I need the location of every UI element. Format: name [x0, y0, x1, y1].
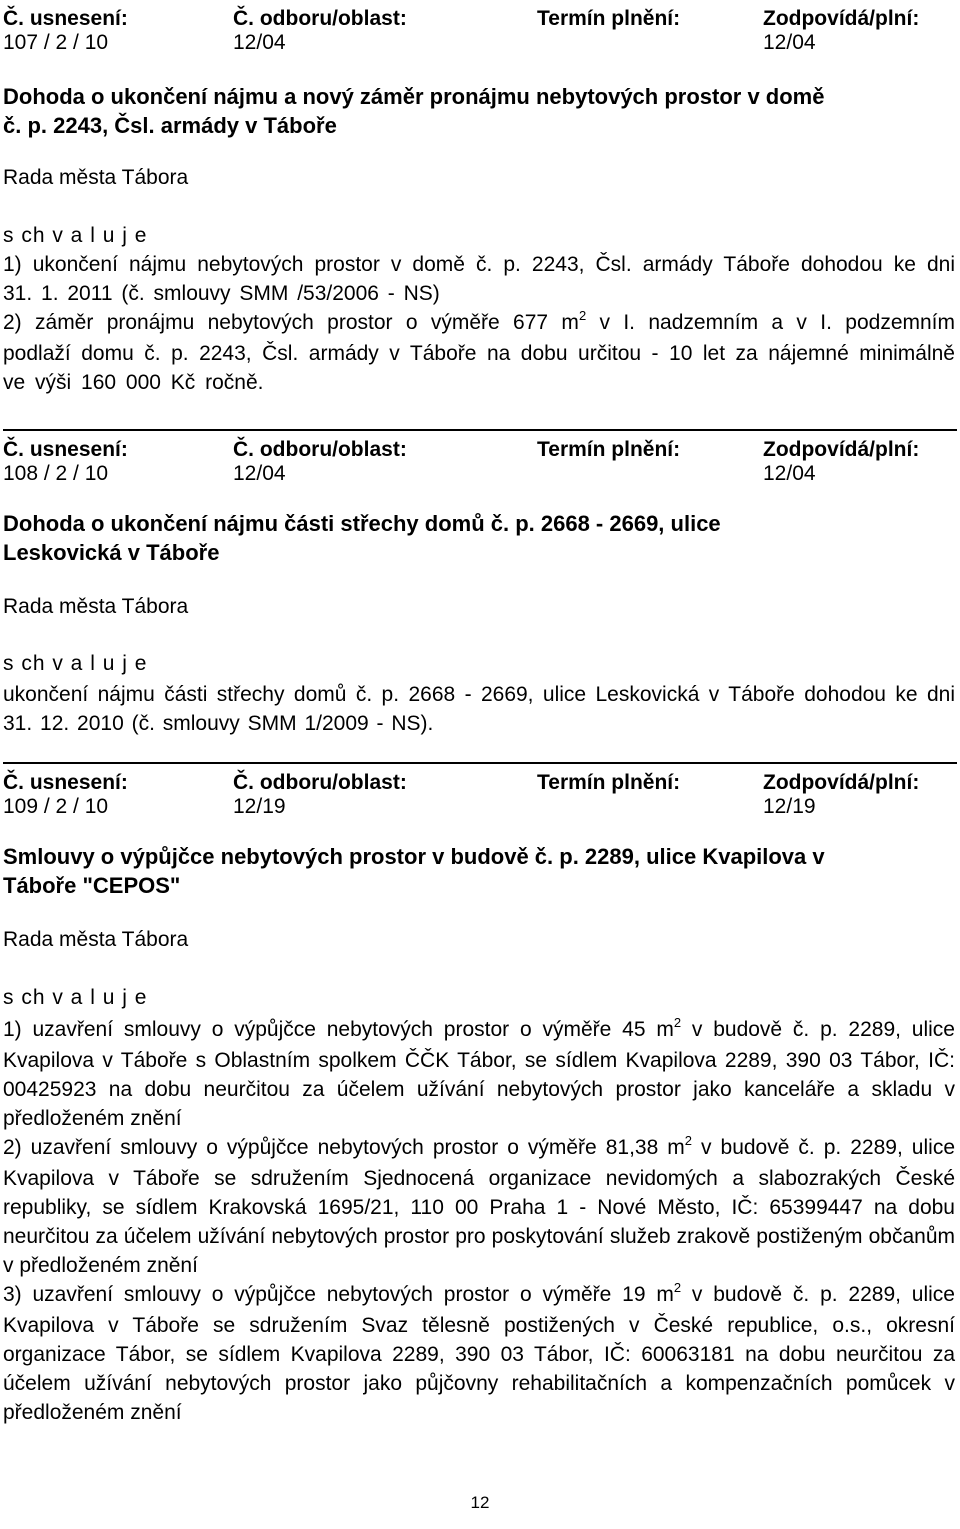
- approves-label: s ch v a l u j e: [3, 652, 148, 675]
- item-1: ukončení nájmu části střechy domů č. p. 2668 - 2669, ulice Leskovická v Táboře dohodou ke dni 31. 12. 2010 (č. smlouvy SMM 1/2009 - NS).: [3, 683, 955, 735]
- label-resolution-no: Č. usnesení:: [3, 771, 128, 794]
- item-3-rest: v budově č. p. 2289, ulice Kvapilova v Táboře se sdružením Svaz tělesně postižených v České republice, o.s., okresní organizace Tábor, se sídlem Kvapilova 2289, 390 03 Tábor, IČ: 60063181 na dobu neurčitou za účelem užívání nebytových prostor jako půjčovny rehabilitačních a kompenzačních pomůcek v předloženém znění: [3, 1283, 955, 1424]
- resolution-number: 109 / 2 / 10: [3, 795, 109, 818]
- resolution-title: [3, 82, 955, 140]
- resolution-body: [3, 680, 955, 738]
- title-line: č. p. 2243, Čsl. armády v Táboře: [3, 113, 337, 138]
- item-1-text: 1) uzavření smlouvy o výpůjčce nebytových prostor o výměře 45 m: [3, 1018, 674, 1041]
- resolution-108: [3, 431, 955, 735]
- title-line: Dohoda o ukončení nájmu a nový záměr pronájmu nebytových prostor v domě: [3, 84, 825, 109]
- label-department: Č. odboru/oblast:: [233, 771, 407, 794]
- item-2-rest: v budově č. p. 2289, ulice Kvapilova v Táboře se sdružením Sjednocená organizace nevidomých a slabozrakých České republiky, se sídlem Krakovská 1695/21, 110 00 Praha 1 - Nové Město, IČ: 65399447 na dobu neurčitou za účelem užívání nebytových prostor pro poskytování služeb zrakově postiženým občanům v předloženém znění: [3, 1136, 955, 1277]
- label-resolution-no: Č. usnesení:: [3, 7, 128, 30]
- resolution-title: [3, 509, 955, 567]
- approves-label: s ch v a l u j e: [3, 986, 148, 1009]
- item-2: [3, 308, 955, 397]
- council-name: Rada města Tábora: [3, 166, 189, 189]
- label-department: Č. odboru/oblast:: [233, 438, 407, 461]
- label-deadline: Termín plnění:: [537, 438, 681, 461]
- department-value: 12/19: [233, 795, 286, 818]
- title-line: Smlouvy o výpůjčce nebytových prostor v budově č. p. 2289, ulice Kvapilova v: [3, 844, 825, 869]
- label-department: Č. odboru/oblast:: [233, 7, 407, 30]
- page-number: 12: [470, 1493, 490, 1512]
- department-value: 12/04: [233, 31, 286, 54]
- responsible-value: 12/04: [763, 31, 816, 54]
- title-line: Táboře "CEPOS": [3, 873, 181, 898]
- label-resolution-no: Č. usnesení:: [3, 438, 128, 461]
- superscript: 2: [673, 1280, 682, 1295]
- item-3: [3, 1280, 955, 1427]
- resolution-title: [3, 842, 955, 900]
- council-name: Rada města Tábora: [3, 595, 189, 618]
- resolution-number: 108 / 2 / 10: [3, 462, 109, 485]
- item-2-text: 2) uzavření smlouvy o výpůjčce nebytových prostor o výměře 81,38 m: [3, 1136, 685, 1159]
- title-line: Leskovická v Táboře: [3, 540, 220, 565]
- label-responsible: Zodpovídá/plní:: [763, 7, 920, 30]
- resolution-header: [3, 764, 955, 820]
- item-1: 1) ukončení nájmu nebytových prostor v domě č. p. 2243, Čsl. armády Táboře dohodou ke dni 31. 1. 2011 (č. smlouvy SMM /53/2006 - NS): [3, 253, 955, 305]
- item-2-rest: v I. nadzemním a v I. podzemním podlaží domu č. p. 2243, Čsl. armády v Táboře na dobu určitou - 10 let za nájemné minimálně ve výši 160 000 Kč ročně.: [3, 311, 956, 394]
- item-3-text: 3) uzavření smlouvy o výpůjčce nebytových prostor o výměře 19 m: [3, 1283, 674, 1306]
- council-name: Rada města Tábora: [3, 928, 189, 951]
- department-value: 12/04: [233, 462, 286, 485]
- resolution-107: [3, 0, 956, 394]
- responsible-value: 12/19: [763, 795, 816, 818]
- superscript: 2: [578, 308, 587, 323]
- item-1-rest: v budově č. p. 2289, ulice Kvapilova v Táboře s Oblastním spolkem ČČK Tábor, se sídlem Kvapilova 2289, 390 03 Tábor, IČ: 00425923 na dobu neurčitou za účelem užívání nebytových prostor jako kanceláře a skladu v předloženém znění: [3, 1018, 955, 1130]
- item-2: [3, 1133, 955, 1280]
- resolution-body: [3, 1015, 955, 1427]
- responsible-value: 12/04: [763, 462, 816, 485]
- title-line: Dohoda o ukončení nájmu části střechy domů č. p. 2668 - 2669, ulice: [3, 511, 721, 536]
- superscript: 2: [684, 1133, 693, 1148]
- item-2-text: 2) záměr pronájmu nebytových prostor o výměře 677 m: [3, 311, 579, 334]
- resolution-number: 107 / 2 / 10: [3, 31, 109, 54]
- label-deadline: Termín plnění:: [537, 771, 681, 794]
- label-deadline: Termín plnění:: [537, 7, 681, 30]
- approves-label: s ch v a l u j e: [3, 224, 148, 247]
- item-1: [3, 1015, 955, 1133]
- label-responsible: Zodpovídá/plní:: [763, 771, 920, 794]
- resolution-header: [3, 431, 955, 487]
- resolution-109: [3, 764, 955, 1424]
- superscript: 2: [673, 1015, 682, 1030]
- label-responsible: Zodpovídá/plní:: [763, 438, 920, 461]
- resolution-body: [3, 250, 955, 397]
- resolution-header: [3, 0, 955, 60]
